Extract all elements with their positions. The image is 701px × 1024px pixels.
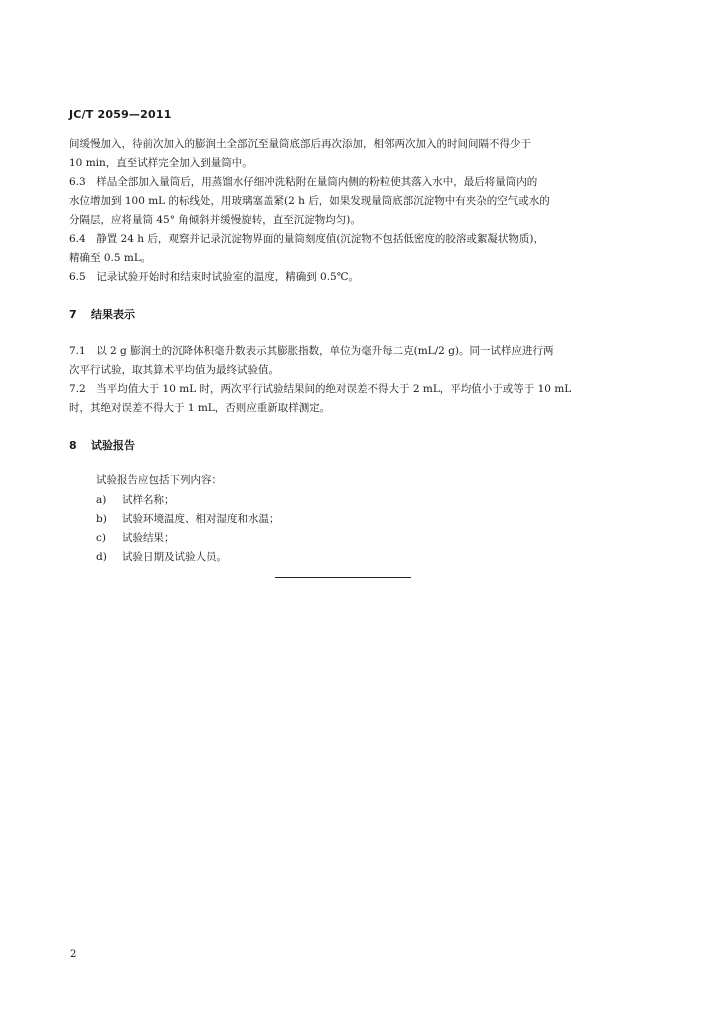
list-marker: d) xyxy=(96,551,107,563)
list-marker: b) xyxy=(96,513,107,525)
section7-line-2: 次平行试验，取其算术平均值为最终试验值。 xyxy=(69,364,279,376)
section7-heading xyxy=(69,306,135,322)
section6-line-4: 水位增加到 100 mL 的标线处，用玻璃塞盖紧(2 h 后，如果发现量筒底部沉淀物中有夹杂的空气或水的 xyxy=(69,195,550,207)
page-number: 2 xyxy=(70,949,77,960)
list-item xyxy=(96,511,280,526)
list-marker: a) xyxy=(96,494,107,506)
section7-line-4: 时，其绝对误差不得大于 1 mL，否则应重新取样测定。 xyxy=(69,402,331,414)
section7-title: 结果表示 xyxy=(91,308,135,321)
list-item xyxy=(96,530,175,545)
section7-line-3: 7.2 当平均值大于 10 mL 时，两次平行试验结果间的绝对误差不得大于 2 mL，平均值小于或等于 10 mL xyxy=(69,383,572,395)
section7-number: 7 xyxy=(69,308,77,321)
section8-heading xyxy=(69,437,135,453)
end-of-document-rule xyxy=(275,577,411,578)
list-marker: c) xyxy=(96,532,106,544)
section6-line-3: 6.3 样品全部加入量筒后，用蒸馏水仔细冲洗粘附在量筒内侧的粉粒使其落入水中，最后将量筒内的 xyxy=(69,176,538,188)
list-text: 试验日期及试验人员。 xyxy=(122,551,227,563)
list-item xyxy=(96,549,227,564)
section6-line-7: 精确至 0.5 mL。 xyxy=(69,252,152,264)
section8-intro: 试验报告应包括下列内容： xyxy=(96,474,222,486)
section8-number: 8 xyxy=(69,439,77,452)
section6-line-1: 间缓慢加入，待前次加入的膨润土全部沉至量筒底部后再次添加，相邻两次加入的时间间隔不得少于 xyxy=(69,138,531,150)
section6-line-2: 10 min，直至试样完全加入到量筒中。 xyxy=(69,157,253,169)
section6-line-5: 分隔层，应将量筒 45° 角倾斜并缓慢旋转，直至沉淀物均匀)。 xyxy=(69,214,361,226)
section8-title: 试验报告 xyxy=(91,439,135,452)
list-text: 试验结果； xyxy=(122,532,175,544)
standard-code-header: JC/T 2059—2011 xyxy=(69,108,172,121)
section7-line-1: 7.1 以 2 g 膨润土的沉降体积毫升数表示其膨胀指数，单位为毫升每二克(mL/2 g)。同一试样应进行两 xyxy=(69,345,554,357)
list-text: 试样名称； xyxy=(122,494,175,506)
list-text: 试验环境温度、相对湿度和水温； xyxy=(122,513,280,525)
section6-line-8: 6.5 记录试验开始时和结束时试验室的温度，精确到 0.5℃。 xyxy=(69,271,359,283)
list-item xyxy=(96,492,175,507)
section6-line-6: 6.4 静置 24 h 后，观察并记录沉淀物界面的量筒刻度值(沉淀物不包括低密度的胶溶或絮凝状物质)， xyxy=(69,233,545,245)
